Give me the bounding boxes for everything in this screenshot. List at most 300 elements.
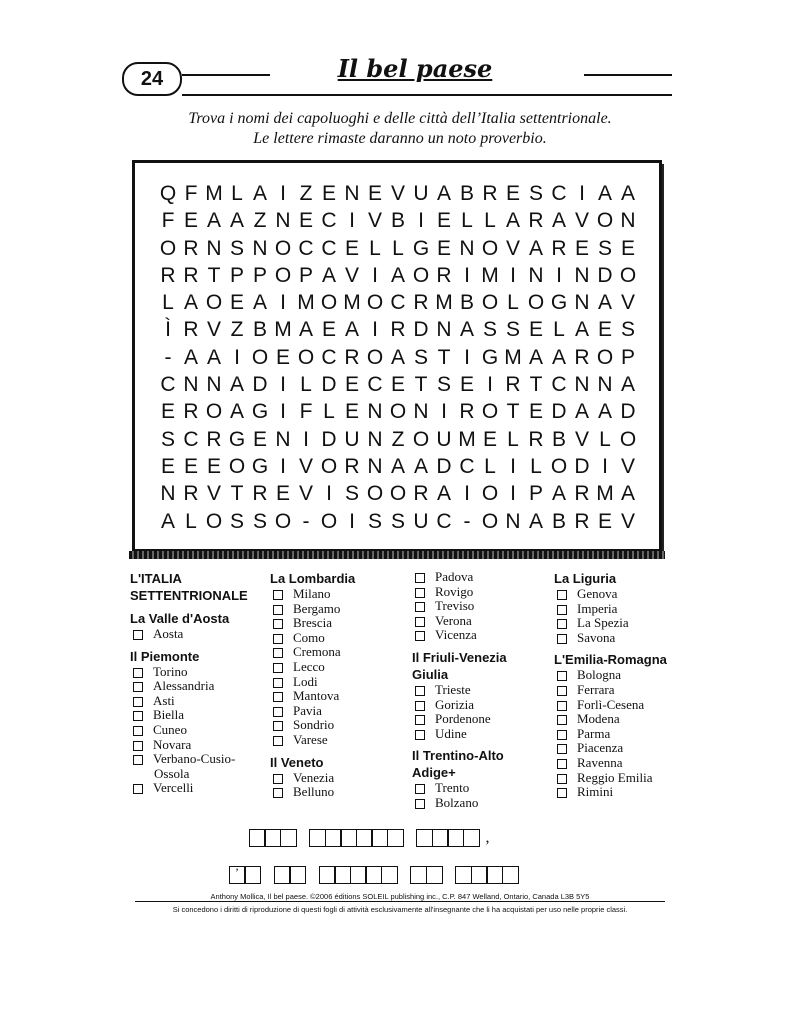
grid-letter[interactable]: L — [530, 454, 542, 478]
grid-letter[interactable]: S — [620, 318, 635, 342]
grid-letter[interactable]: R — [574, 345, 590, 369]
checklist-item[interactable] — [554, 727, 684, 742]
checklist-item[interactable] — [130, 679, 260, 694]
grid-letter[interactable]: L — [484, 209, 496, 233]
grid-letter[interactable]: A — [206, 209, 221, 233]
grid-letter[interactable]: N — [206, 236, 222, 260]
grid-letter[interactable]: L — [162, 291, 174, 315]
grid-letter[interactable]: O — [389, 482, 407, 506]
checklist-item[interactable] — [130, 738, 260, 753]
grid-letter[interactable]: A — [413, 454, 428, 478]
checkbox[interactable] — [415, 573, 425, 583]
checkbox[interactable] — [273, 619, 283, 629]
grid-letter[interactable]: I — [441, 400, 447, 424]
grid-letter[interactable]: E — [482, 427, 497, 451]
grid-letter[interactable]: L — [300, 373, 312, 397]
grid-letter[interactable]: E — [344, 400, 359, 424]
grid-letter[interactable]: D — [321, 427, 337, 451]
checkbox[interactable] — [415, 617, 425, 627]
checkbox[interactable] — [273, 663, 283, 673]
grid-letter[interactable]: M — [343, 291, 361, 315]
checkbox[interactable] — [133, 726, 143, 736]
grid-letter[interactable]: M — [297, 291, 315, 315]
letter-box[interactable] — [280, 829, 297, 847]
checklist-item[interactable] — [412, 599, 547, 614]
grid-letter[interactable]: O — [274, 263, 292, 287]
grid-letter[interactable]: B — [459, 291, 474, 315]
grid-letter[interactable]: C — [321, 209, 337, 233]
grid-letter[interactable]: I — [464, 482, 470, 506]
grid-letter[interactable]: I — [280, 400, 286, 424]
grid-letter[interactable]: E — [321, 182, 336, 205]
grid-letter[interactable]: M — [458, 427, 476, 451]
grid-letter[interactable]: V — [620, 454, 635, 478]
grid-letter[interactable]: L — [553, 318, 565, 342]
grid-letter[interactable]: L — [185, 509, 197, 533]
grid-letter[interactable]: E — [160, 454, 175, 478]
grid-letter[interactable]: A — [574, 400, 589, 424]
checklist-item[interactable] — [270, 675, 405, 690]
letter-box[interactable] — [325, 829, 342, 847]
grid-letter[interactable]: A — [229, 400, 244, 424]
grid-letter[interactable]: A — [597, 182, 612, 205]
grid-letter[interactable]: O — [412, 427, 430, 451]
grid-letter[interactable]: T — [207, 263, 221, 287]
grid-letter[interactable]: N — [620, 209, 636, 233]
grid-letter[interactable]: V — [620, 509, 635, 533]
checkbox[interactable] — [415, 701, 425, 711]
grid-letter[interactable]: A — [505, 209, 520, 233]
grid-letter[interactable]: N — [206, 373, 222, 397]
grid-letter[interactable]: C — [551, 373, 567, 397]
checklist-item[interactable] — [270, 660, 405, 675]
checklist-item[interactable] — [130, 694, 260, 709]
checkbox[interactable] — [273, 774, 283, 784]
letter-box[interactable] — [426, 866, 443, 884]
grid-letter[interactable]: R — [390, 318, 406, 342]
grid-letter[interactable]: U — [413, 509, 429, 533]
grid-letter[interactable]: I — [510, 263, 516, 287]
checkbox[interactable] — [133, 755, 143, 765]
grid-letter[interactable]: N — [574, 373, 590, 397]
checklist-item[interactable] — [130, 723, 260, 738]
grid-letter[interactable]: A — [597, 291, 612, 315]
checkbox[interactable] — [273, 736, 283, 746]
grid-letter[interactable]: T — [414, 373, 428, 397]
grid-letter[interactable]: M — [274, 318, 292, 342]
grid-letter[interactable]: L — [507, 291, 519, 315]
grid-letter[interactable]: I — [280, 291, 286, 315]
letter-box[interactable] — [289, 866, 306, 884]
grid-letter[interactable]: D — [574, 454, 590, 478]
checklist-item[interactable] — [554, 668, 684, 683]
grid-letter[interactable]: V — [505, 236, 520, 260]
grid-letter[interactable]: P — [298, 263, 313, 287]
grid-letter[interactable]: E — [505, 182, 520, 205]
checklist-item[interactable] — [554, 771, 684, 786]
grid-letter[interactable]: O — [619, 427, 637, 451]
checklist-item[interactable] — [130, 627, 260, 642]
grid-letter[interactable]: P — [620, 345, 635, 369]
letter-box[interactable] — [471, 866, 488, 884]
grid-letter[interactable]: O — [527, 291, 545, 315]
grid-letter[interactable]: E — [252, 427, 267, 451]
letter-box[interactable] — [365, 866, 382, 884]
grid-letter[interactable]: N — [574, 263, 590, 287]
grid-letter[interactable]: R — [252, 482, 268, 506]
grid-letter[interactable]: O — [596, 209, 614, 233]
grid-letter[interactable]: O — [481, 236, 499, 260]
checkbox[interactable] — [415, 715, 425, 725]
checkbox[interactable] — [133, 697, 143, 707]
grid-letter[interactable]: E — [344, 236, 359, 260]
checklist-item[interactable] — [554, 741, 684, 756]
letter-box[interactable] — [340, 829, 357, 847]
grid-letter[interactable]: V — [367, 209, 382, 233]
checklist-item[interactable] — [130, 665, 260, 680]
grid-letter[interactable]: A — [528, 509, 543, 533]
grid-letter[interactable]: O — [228, 454, 246, 478]
checklist-item[interactable] — [412, 570, 547, 585]
grid-letter[interactable]: U — [413, 182, 429, 205]
checklist-item[interactable] — [412, 585, 547, 600]
grid-letter[interactable]: L — [392, 236, 404, 260]
grid-letter[interactable]: E — [436, 209, 451, 233]
checkbox[interactable] — [273, 678, 283, 688]
checklist-item[interactable] — [130, 752, 260, 767]
checkbox[interactable] — [557, 590, 567, 600]
checkbox[interactable] — [133, 682, 143, 692]
grid-letter[interactable]: I — [349, 509, 355, 533]
grid-letter[interactable]: A — [252, 291, 267, 315]
grid-letter[interactable]: E — [436, 236, 451, 260]
grid-letter[interactable]: A — [183, 345, 198, 369]
grid-letter[interactable]: I — [372, 318, 378, 342]
grid-letter[interactable]: N — [275, 427, 291, 451]
checkbox[interactable] — [557, 715, 567, 725]
checklist-item[interactable] — [270, 704, 405, 719]
checkbox[interactable] — [273, 707, 283, 717]
grid-letter[interactable]: R — [183, 400, 199, 424]
grid-letter[interactable]: A — [551, 482, 566, 506]
grid-letter[interactable]: O — [159, 236, 177, 260]
letter-box[interactable] — [356, 829, 373, 847]
grid-letter[interactable]: F — [299, 400, 313, 424]
grid-letter[interactable]: D — [436, 454, 452, 478]
grid-letter[interactable]: A — [344, 318, 359, 342]
grid-letter[interactable]: I — [326, 482, 332, 506]
grid-letter[interactable]: D — [597, 263, 613, 287]
checklist-item[interactable] — [554, 683, 684, 698]
grid-letter[interactable]: I — [280, 454, 286, 478]
grid-letter[interactable]: O — [366, 482, 384, 506]
grid-letter[interactable]: M — [435, 291, 453, 315]
checklist-item[interactable] — [270, 645, 405, 660]
grid-letter[interactable]: E — [390, 373, 405, 397]
grid-letter[interactable]: V — [206, 318, 221, 342]
grid-letter[interactable]: I — [372, 263, 378, 287]
grid-letter[interactable]: E — [620, 236, 635, 260]
checklist-item[interactable] — [412, 683, 547, 698]
grid-letter[interactable]: I — [510, 454, 516, 478]
grid-letter[interactable]: R — [183, 318, 199, 342]
grid-letter[interactable]: A — [436, 482, 451, 506]
grid-letter[interactable]: T — [230, 482, 244, 506]
checkbox[interactable] — [557, 634, 567, 644]
grid-letter[interactable]: I — [303, 427, 309, 451]
grid-letter[interactable]: C — [321, 345, 337, 369]
grid-letter[interactable]: N — [367, 400, 383, 424]
grid-letter[interactable]: N — [367, 427, 383, 451]
checkbox[interactable] — [415, 602, 425, 612]
grid-letter[interactable]: N — [574, 291, 590, 315]
letter-box[interactable] — [244, 866, 261, 884]
grid-letter[interactable]: S — [252, 509, 267, 533]
grid-letter[interactable]: E — [275, 345, 290, 369]
grid-letter[interactable]: Q — [159, 182, 177, 205]
grid-letter[interactable]: E — [183, 454, 198, 478]
grid-letter[interactable]: F — [184, 182, 198, 205]
letter-box[interactable] — [463, 829, 480, 847]
checklist-item[interactable] — [270, 587, 405, 602]
grid-letter[interactable]: I — [510, 482, 516, 506]
grid-letter[interactable]: Z — [253, 209, 267, 233]
grid-letter[interactable]: A — [229, 209, 244, 233]
grid-letter[interactable]: E — [321, 318, 336, 342]
grid-letter[interactable]: I — [234, 345, 240, 369]
grid-letter[interactable]: N — [160, 482, 176, 506]
grid-letter[interactable]: S — [597, 236, 612, 260]
grid-letter[interactable]: O — [481, 291, 499, 315]
grid-letter[interactable]: O — [481, 482, 499, 506]
grid-letter[interactable]: V — [344, 263, 359, 287]
grid-letter[interactable]: D — [413, 318, 429, 342]
grid-letter[interactable]: G — [412, 236, 430, 260]
checklist-item[interactable] — [554, 712, 684, 727]
grid-letter[interactable]: C — [367, 373, 383, 397]
grid-letter[interactable]: N — [505, 509, 521, 533]
letter-box[interactable] — [432, 829, 449, 847]
letter-box[interactable] — [486, 866, 503, 884]
grid-letter[interactable]: S — [229, 509, 244, 533]
grid-letter[interactable]: R — [183, 236, 199, 260]
checklist-item[interactable] — [412, 628, 547, 643]
checklist-item[interactable] — [270, 733, 405, 748]
letter-box[interactable] — [309, 829, 326, 847]
grid-letter[interactable]: E — [597, 509, 612, 533]
grid-letter[interactable]: V — [574, 209, 589, 233]
grid-letter[interactable]: E — [597, 318, 612, 342]
checklist-item[interactable] — [412, 781, 547, 796]
checkbox[interactable] — [273, 692, 283, 702]
grid-letter[interactable]: E — [344, 373, 359, 397]
grid-letter[interactable]: E — [206, 454, 221, 478]
grid-letter[interactable]: B — [551, 509, 566, 533]
checkbox[interactable] — [273, 590, 283, 600]
letter-box[interactable] — [334, 866, 351, 884]
grid-letter[interactable]: A — [620, 482, 635, 506]
grid-letter[interactable]: E — [160, 400, 175, 424]
grid-letter[interactable]: R — [183, 482, 199, 506]
grid-letter[interactable]: L — [461, 209, 473, 233]
grid-letter[interactable]: V — [298, 482, 313, 506]
grid-letter[interactable]: N — [252, 236, 268, 260]
checkbox[interactable] — [273, 648, 283, 658]
checklist-item[interactable] — [412, 698, 547, 713]
grid-letter[interactable]: I — [418, 209, 424, 233]
grid-letter[interactable]: B — [390, 209, 405, 233]
grid-letter[interactable]: R — [528, 427, 544, 451]
grid-letter[interactable]: O — [366, 291, 384, 315]
grid-letter[interactable]: N — [436, 318, 452, 342]
grid-letter[interactable]: P — [252, 263, 267, 287]
checkbox[interactable] — [557, 671, 567, 681]
grid-letter[interactable]: O — [596, 345, 614, 369]
grid-letter[interactable]: N — [344, 182, 360, 205]
grid-letter[interactable]: A — [597, 400, 612, 424]
grid-letter[interactable]: G — [251, 400, 269, 424]
letter-box[interactable] — [249, 829, 266, 847]
grid-letter[interactable]: M — [596, 482, 614, 506]
checklist-item[interactable] — [270, 771, 405, 786]
grid-letter[interactable]: O — [619, 263, 637, 287]
checkbox[interactable] — [133, 668, 143, 678]
grid-letter[interactable]: - — [302, 509, 310, 533]
grid-letter[interactable]: A — [183, 291, 198, 315]
checklist-item[interactable] — [554, 785, 684, 800]
letter-box[interactable] — [381, 866, 398, 884]
letter-box[interactable] — [319, 866, 336, 884]
grid-letter[interactable]: A — [528, 236, 543, 260]
grid-letter[interactable]: A — [160, 509, 175, 533]
grid-letter[interactable]: A — [321, 263, 336, 287]
checklist-item[interactable] — [554, 587, 684, 602]
grid-letter[interactable]: N — [459, 236, 475, 260]
grid-letter[interactable]: U — [436, 427, 452, 451]
grid-letter[interactable]: O — [297, 345, 315, 369]
grid-letter[interactable]: I — [556, 263, 562, 287]
grid-letter[interactable]: Z — [230, 318, 244, 342]
grid-letter[interactable]: G — [251, 454, 269, 478]
grid-letter[interactable]: R — [344, 454, 360, 478]
grid-letter[interactable]: R — [482, 182, 498, 205]
letter-box[interactable]: ’ — [229, 866, 246, 884]
grid-letter[interactable]: O — [320, 291, 338, 315]
grid-letter[interactable]: R — [505, 373, 521, 397]
grid-letter[interactable]: S — [505, 318, 520, 342]
grid-letter[interactable]: A — [551, 345, 566, 369]
grid-letter[interactable]: R — [344, 345, 360, 369]
checkbox[interactable] — [557, 759, 567, 769]
checklist-item[interactable]: Vercelli — [130, 781, 260, 796]
grid-letter[interactable]: A — [206, 345, 221, 369]
checklist-item[interactable] — [270, 718, 405, 733]
grid-letter[interactable]: O — [205, 291, 223, 315]
grid-letter[interactable]: R — [160, 263, 176, 287]
checklist-item[interactable] — [412, 712, 547, 727]
checklist-item[interactable] — [270, 631, 405, 646]
grid-letter[interactable]: L — [369, 236, 381, 260]
checkbox[interactable] — [415, 588, 425, 598]
checklist-item[interactable] — [412, 727, 547, 742]
grid-letter[interactable]: T — [437, 345, 451, 369]
grid-letter[interactable]: A — [459, 318, 474, 342]
grid-letter[interactable]: R — [206, 427, 222, 451]
grid-letter[interactable]: E — [229, 291, 244, 315]
grid-letter[interactable]: A — [574, 318, 589, 342]
letter-box[interactable] — [274, 866, 291, 884]
grid-letter[interactable]: E — [183, 209, 198, 233]
grid-letter[interactable]: R — [459, 400, 475, 424]
letter-box[interactable] — [447, 829, 464, 847]
checkbox[interactable] — [273, 788, 283, 798]
grid-letter[interactable]: T — [506, 400, 520, 424]
grid-letter[interactable]: O — [274, 509, 292, 533]
grid-letter[interactable]: Z — [299, 182, 313, 205]
checkbox[interactable] — [415, 730, 425, 740]
grid-letter[interactable]: S — [160, 427, 175, 451]
letter-box[interactable] — [387, 829, 404, 847]
grid-letter[interactable]: O — [205, 400, 223, 424]
grid-letter[interactable]: V — [620, 291, 635, 315]
grid-letter[interactable]: O — [274, 236, 292, 260]
grid-letter[interactable]: I — [487, 373, 493, 397]
grid-letter[interactable]: S — [229, 236, 244, 260]
grid-letter[interactable]: I — [579, 182, 585, 205]
checkbox[interactable] — [273, 634, 283, 644]
grid-letter[interactable]: N — [367, 454, 383, 478]
grid-letter[interactable]: L — [599, 427, 611, 451]
grid-letter[interactable]: N — [597, 373, 613, 397]
grid-letter[interactable]: I — [464, 345, 470, 369]
checkbox[interactable] — [133, 784, 143, 794]
grid-letter[interactable]: - — [164, 345, 172, 369]
grid-letter[interactable]: R — [574, 482, 590, 506]
grid-letter[interactable]: S — [390, 509, 405, 533]
grid-letter[interactable]: O — [205, 509, 223, 533]
grid-letter[interactable]: I — [280, 373, 286, 397]
grid-letter[interactable]: S — [528, 182, 543, 205]
checkbox[interactable] — [557, 774, 567, 784]
grid-letter[interactable]: O — [251, 345, 269, 369]
grid-letter[interactable]: E — [298, 209, 313, 233]
checkbox[interactable] — [273, 605, 283, 615]
grid-letter[interactable]: D — [321, 373, 337, 397]
grid-letter[interactable]: E — [275, 482, 290, 506]
grid-letter[interactable]: S — [482, 318, 497, 342]
grid-letter[interactable]: S — [436, 373, 451, 397]
grid-letter[interactable]: N — [275, 209, 291, 233]
checkbox[interactable] — [557, 619, 567, 629]
grid-letter[interactable]: D — [252, 373, 268, 397]
letter-box[interactable] — [371, 829, 388, 847]
checkbox[interactable] — [557, 686, 567, 696]
grid-letter[interactable]: L — [323, 400, 335, 424]
checklist-item[interactable] — [554, 698, 684, 713]
grid-letter[interactable]: A — [528, 345, 543, 369]
grid-letter[interactable]: G — [228, 427, 246, 451]
grid-letter[interactable]: A — [620, 373, 635, 397]
checklist-item[interactable] — [270, 785, 405, 800]
grid-letter[interactable]: L — [484, 454, 496, 478]
grid-letter[interactable]: A — [436, 182, 451, 205]
checkbox[interactable] — [557, 730, 567, 740]
checklist-item[interactable] — [412, 614, 547, 629]
grid-letter[interactable]: D — [620, 400, 636, 424]
grid-letter[interactable]: T — [529, 373, 543, 397]
grid-letter[interactable]: R — [551, 236, 567, 260]
checkbox[interactable] — [415, 799, 425, 809]
